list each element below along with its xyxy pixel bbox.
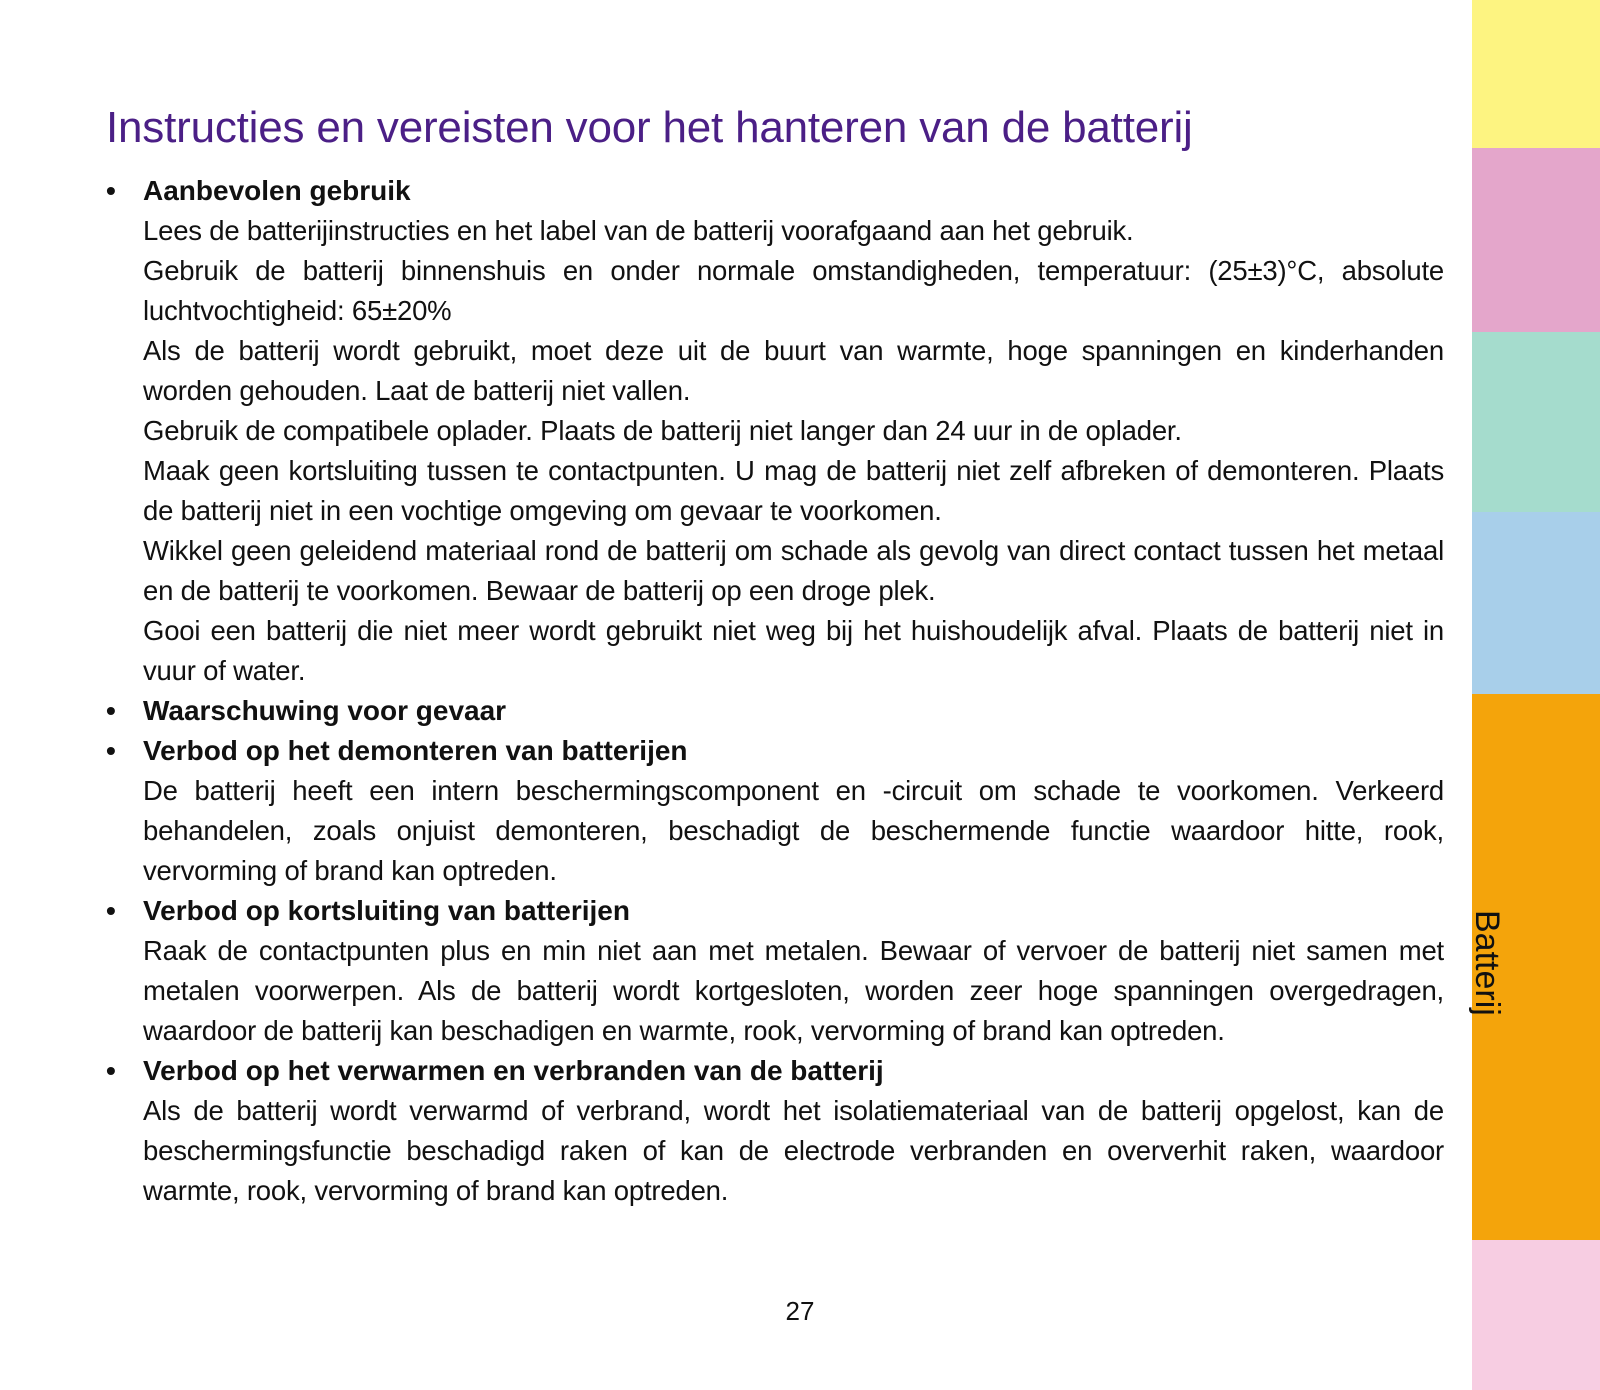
paragraph: Gebruik de compatibele oplader. Plaats de batterij niet langer dan 24 uur in de oplader.: [143, 415, 1182, 446]
page-title: Instructies en vereisten voor het hanteren van de batterij: [106, 103, 1193, 152]
side-tab-band: [1472, 0, 1600, 148]
bullet-icon: •: [106, 175, 116, 206]
heading-text: Waarschuwing voor gevaar: [143, 695, 507, 726]
section-kortsluiting: [106, 891, 1444, 1051]
paragraph: Als de batterij wordt gebruikt, moet deze uit de buurt van warmte, hoge spanningen en kinderhanden worden gehouden. Laat de batterij niet vallen.: [143, 335, 1444, 406]
paragraph: Wikkel geen geleidend materiaal rond de batterij om schade als gevolg van direct contact tussen het metaal en de batterij te voorkomen. Bewaar de batterij op een droge plek.: [143, 535, 1444, 606]
side-tab-band: [1472, 1240, 1600, 1390]
paragraph: Maak geen kortsluiting tussen te contactpunten. U mag de batterij niet zelf afbreken of demonteren. Plaats de batterij niet in een vochtige omgeving om gevaar te voorkomen.: [143, 455, 1444, 526]
instructions-content: [106, 171, 1444, 1211]
paragraph: De batterij heeft een intern beschermingscomponent en -circuit om schade te voorkomen. Verkeerd behandelen, zoals onjuist demonteren, beschadigt de beschermende functie waardoor hitte, rook, vervorming of brand kan optreden.: [143, 775, 1444, 886]
section-heading: [106, 731, 1444, 771]
paragraph: Raak de contactpunten plus en min niet aan met metalen. Bewaar of vervoer de batterij niet samen met metalen voorwerpen. Als de batterij wordt kortgesloten, worden zeer hoge spanningen overgedragen, waardoor de batterij kan beschadigen en warmte, rook, vervorming of brand kan optreden.: [143, 935, 1444, 1046]
paragraph: Gebruik de batterij binnenshuis en onder normale omstandigheden, temperatuur: (25±3)°C, absolute luchtvochtigheid: 65±20%: [143, 255, 1444, 326]
heading-text: Aanbevolen gebruik: [143, 175, 411, 206]
side-tab-index: [1472, 0, 1600, 1390]
side-tab-band: [1472, 332, 1600, 512]
side-tab-band: [1472, 148, 1600, 332]
page-number: [0, 1296, 1600, 1327]
section-demonteren: [106, 731, 1444, 891]
section-heading: [106, 1051, 1444, 1091]
paragraph: Als de batterij wordt verwarmd of verbrand, wordt het isolatiemateriaal van de batterij opgelost, kan de beschermingsfunctie beschadigd raken of kan de electrode verbranden en oververhit raken, waardoor warmte, rook, vervorming of brand kan optreden.: [143, 1095, 1444, 1206]
heading-text: Verbod op kortsluiting van batterijen: [143, 895, 630, 926]
section-waarschuwing: [106, 691, 1444, 731]
section-verwarmen: [106, 1051, 1444, 1211]
bullet-icon: •: [106, 895, 116, 926]
heading-text: Verbod op het demonteren van batterijen: [143, 735, 688, 766]
heading-text: Verbod op het verwarmen en verbranden van de batterij: [143, 1055, 884, 1086]
section-aanbevolen-gebruik: [106, 171, 1444, 691]
page-number-text: 27: [785, 1296, 815, 1326]
section-heading: [106, 171, 1444, 211]
section-heading: [106, 891, 1444, 931]
side-tab-band: [1472, 512, 1600, 694]
side-tab-label: Batterij: [1468, 910, 1506, 1016]
section-heading: [106, 691, 1444, 731]
bullet-icon: •: [106, 1055, 116, 1086]
paragraph: Gooi een batterij die niet meer wordt gebruikt niet weg bij het huishoudelijk afval. Plaats de batterij niet in vuur of water.: [143, 615, 1444, 686]
bullet-icon: •: [106, 735, 116, 766]
paragraph: Lees de batterijinstructies en het label van de batterij voorafgaand aan het gebruik.: [143, 215, 1134, 246]
bullet-icon: •: [106, 695, 116, 726]
